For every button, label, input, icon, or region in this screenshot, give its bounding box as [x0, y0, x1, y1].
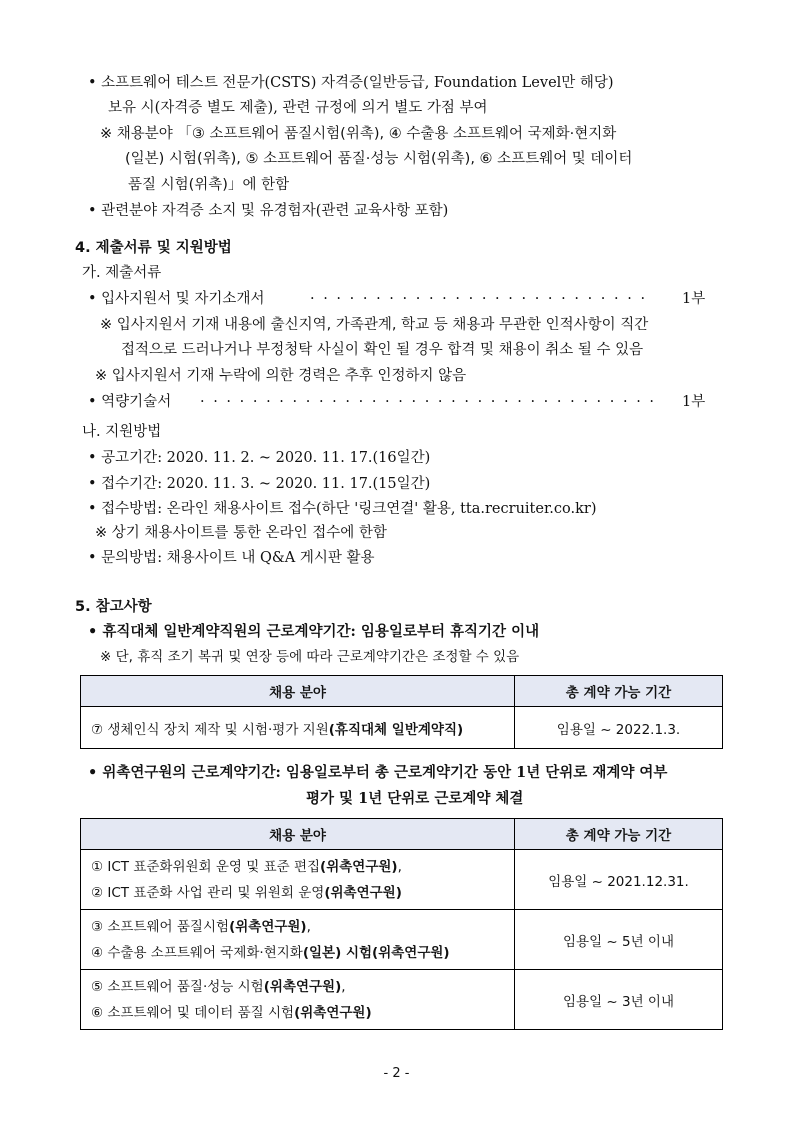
separator: ,: [397, 858, 402, 875]
receipt-method: • 접수방법: 온라인 채용사이트 접수(하단 '링크연결' 활용, tta.recruiter.co.kr): [88, 501, 597, 517]
csts-bonus-line1: • 소프트웨어 테스트 전문가(CSTS) 자격증(일반등급, Foundation Level만 해당): [88, 75, 614, 91]
dot-leader: · · · · · · · · · · · · · · · · · · · · · · · · · · · · · · · · · · ·: [200, 394, 657, 410]
period-cell: 임용일 ~ 3년 이내: [515, 970, 723, 1030]
field-type: (휴직대체 일반계약직): [328, 721, 464, 738]
field-cell: [81, 850, 515, 910]
applicable-fields-note-line1: ※ 채용분야 「③ 소프트웨어 품질시험(위촉), ④ 수출용 소프트웨어 국제화·현지화: [100, 126, 617, 142]
field-name: ⑥ 소프트웨어 및 데이터 품질 시험: [91, 1004, 295, 1021]
header-period: 총 계약 가능 기간: [515, 676, 723, 707]
csts-bonus-line2: 보유 시(자격증 별도 제출), 관련 규정에 의거 별도 가점 부여: [108, 100, 488, 116]
field-cell: [81, 707, 515, 749]
separator: ,: [306, 918, 311, 935]
period-cell: 임용일 ~ 2022.1.3.: [515, 707, 723, 749]
application-form-label: • 입사지원서 및 자기소개서: [88, 291, 265, 307]
period-cell: 임용일 ~ 5년 이내: [515, 910, 723, 970]
field-cell: [81, 970, 515, 1030]
field-name: ① ICT 표준화위원회 운영 및 표준 편집: [91, 858, 321, 875]
field-line: [91, 940, 504, 966]
section-5-title: 5. 참고사항: [75, 599, 152, 615]
receipt-method-note: ※ 상기 채용사이트를 통한 온라인 접수에 한함: [95, 525, 387, 541]
research-contract-period-line1: • 위촉연구원의 근로계약기간: 임용일로부터 총 근로계약기간 동안 1년 단위로 재계약 여부: [88, 764, 668, 781]
related-experience-bullet: • 관련분야 자격증 소지 및 유경험자(관련 교육사항 포함): [88, 203, 449, 219]
field-name: ⑦ 생체인식 장치 제작 및 시험·평가 지원: [91, 721, 329, 738]
application-form-item: [88, 289, 264, 309]
research-position-table: [80, 818, 723, 1030]
personal-info-note-line2: 접적으로 드러나거나 부정청탁 사실이 확인 될 경우 합격 및 채용이 취소 될 수 있음: [121, 342, 644, 358]
section-4-title: 4. 제출서류 및 지원방법: [75, 240, 232, 256]
header-field: 채용 분야: [81, 819, 515, 850]
separator: ,: [341, 978, 346, 995]
table-header-row: [81, 819, 723, 850]
period-cell: 임용일 ~ 2021.12.31.: [515, 850, 723, 910]
leave-replacement-contract-period: • 휴직대체 일반계약직원의 근로계약기간: 임용일로부터 휴직기간 이내: [88, 623, 540, 640]
field-type: (위촉연구원): [320, 858, 398, 875]
field-line: [91, 914, 504, 940]
competency-statement-count: 1부: [682, 394, 706, 410]
dot-leader: · · · · · · · · · · · · · · · · · · · · · · · · · ·: [310, 291, 648, 307]
personal-info-note-line1: ※ 입사지원서 기재 내용에 출신지역, 가족관계, 학교 등 채용과 무관한 인적사항이 직간: [100, 317, 649, 333]
inquiry-method: • 문의방법: 채용사이트 내 Q&A 게시판 활용: [88, 550, 375, 566]
table-row: [81, 707, 723, 749]
field-type: (위촉연구원): [294, 1004, 372, 1021]
header-field: 채용 분야: [81, 676, 515, 707]
omission-note: ※ 입사지원서 기재 누락에 의한 경력은 추후 인정하지 않음: [95, 368, 467, 384]
field-name: ② ICT 표준화 사업 관리 및 위원회 운영: [91, 884, 325, 901]
applicable-fields-note-line2: (일본) 시험(위촉), ⑤ 소프트웨어 품질·성능 시험(위촉), ⑥ 소프트웨어 및 데이터: [125, 151, 633, 167]
research-contract-period-line2: 평가 및 1년 단위로 근로계약 체결: [306, 790, 524, 807]
table-header-row: [81, 676, 723, 707]
field-line: [91, 1000, 504, 1026]
field-cell: [81, 910, 515, 970]
field-line: [91, 974, 504, 1000]
field-name: ④ 수출용 소프트웨어 국제화·현지화: [91, 944, 303, 961]
field-line: [91, 854, 504, 880]
field-type: (위촉연구원): [229, 918, 307, 935]
application-method-heading: 나. 지원방법: [82, 424, 162, 440]
table-row: [81, 970, 723, 1030]
receipt-period: • 접수기간: 2020. 11. 3. ~ 2020. 11. 17.(15일간): [88, 476, 431, 492]
application-form-count: 1부: [682, 291, 706, 307]
header-period: 총 계약 가능 기간: [515, 819, 723, 850]
field-line: [91, 880, 504, 906]
page-number: - 2 -: [383, 1066, 410, 1081]
field-name: ③ 소프트웨어 품질시험: [91, 918, 230, 935]
competency-statement-label: • 역량기술서: [88, 394, 172, 410]
field-type: (위촉연구원): [324, 884, 402, 901]
contract-adjustment-note: ※ 단, 휴직 조기 복귀 및 연장 등에 따라 근로계약기간은 조정할 수 있음: [100, 649, 520, 665]
notice-period: • 공고기간: 2020. 11. 2. ~ 2020. 11. 17.(16일간): [88, 450, 431, 466]
table-row: [81, 910, 723, 970]
submission-docs-heading: 가. 제출서류: [82, 265, 162, 281]
field-type: (일본) 시험(위촉연구원): [302, 944, 450, 961]
field-type: (위촉연구원): [263, 978, 342, 995]
leave-replacement-table: [80, 675, 723, 749]
applicable-fields-note-line3: 품질 시험(위촉)」에 한함: [128, 177, 290, 193]
table-row: [81, 850, 723, 910]
field-name: ⑤ 소프트웨어 품질·성능 시험: [91, 978, 264, 995]
competency-statement-item: [88, 392, 171, 412]
